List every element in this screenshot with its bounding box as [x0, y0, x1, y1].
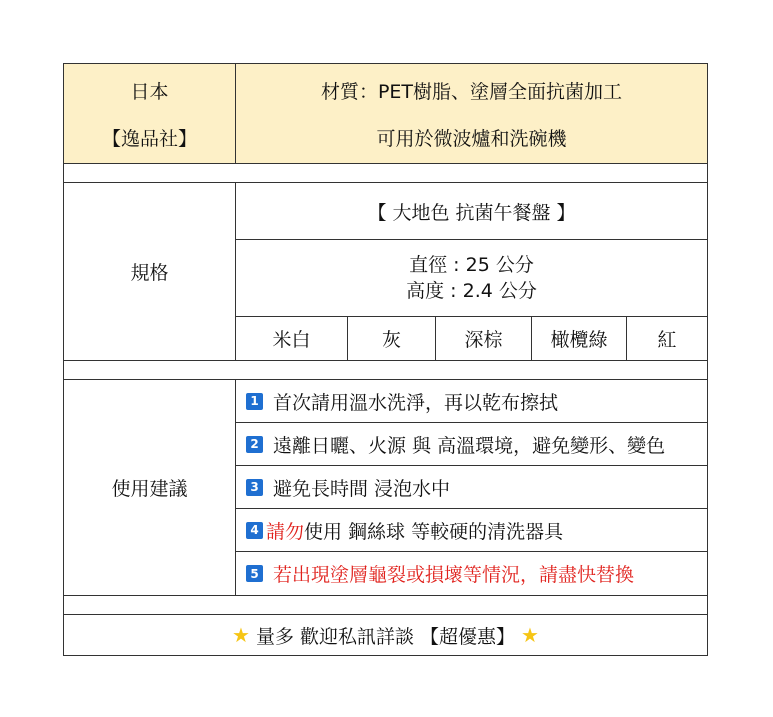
- footer-text: 量多 歡迎私訊詳談 【超優惠】: [255, 625, 516, 648]
- number-4-icon: 4: [246, 522, 263, 539]
- diameter-text: 直徑 : 25 公分: [409, 254, 534, 276]
- spec-sheet: [63, 63, 708, 656]
- origin-text: 日本: [130, 80, 169, 103]
- star-icon: ★: [232, 623, 250, 647]
- number-3-icon: 3: [246, 479, 263, 496]
- color-cell-5: 紅: [626, 316, 708, 361]
- advice-item-1: [235, 379, 708, 423]
- color-cell-1: 米白: [235, 316, 348, 361]
- material-text: 材質：PET樹脂、塗層全面抗菌加工: [320, 80, 623, 103]
- number-2-icon: 2: [246, 436, 263, 453]
- usage-text: 可用於微波爐和洗碗機: [376, 127, 567, 150]
- advice-item-2: [235, 422, 708, 466]
- advice-item-3: [235, 465, 708, 509]
- color-cell-3: 深棕: [435, 316, 532, 361]
- spacer-row: [63, 595, 708, 615]
- product-title: 【 大地色 抗菌午餐盤 】: [235, 182, 708, 240]
- advice-item-4: [235, 508, 708, 552]
- advice-text: 使用 鋼絲球 等較硬的清洗器具: [304, 520, 564, 543]
- dimensions-cell: [235, 239, 708, 317]
- advice-text: 首次請用溫水洗淨，再以乾布擦拭: [273, 391, 559, 414]
- number-5-icon: 5: [246, 565, 263, 582]
- height-text: 高度 : 2.4 公分: [406, 280, 537, 302]
- advice-text: 遠離日曬、火源 與 高溫環境，避免變形、變色: [273, 434, 666, 457]
- advice-text: 避免長時間 浸泡水中: [273, 477, 451, 500]
- advice-label: 使用建議: [63, 379, 236, 596]
- number-1-icon: 1: [246, 393, 263, 410]
- advice-item-5: [235, 551, 708, 596]
- material-cell: [235, 63, 708, 164]
- star-icon: ★: [521, 623, 539, 647]
- advice-text: 若出現塗層龜裂或損壞等情況，請盡快替換: [273, 564, 635, 586]
- spacer-row: [63, 163, 708, 183]
- spacer-row: [63, 360, 708, 380]
- warning-text: 請勿: [266, 520, 305, 543]
- origin-brand-cell: [63, 63, 236, 164]
- brand-text: 【逸品社】: [101, 127, 197, 150]
- specs-label: 規格: [63, 182, 236, 361]
- color-cell-4: 橄欖綠: [531, 316, 627, 361]
- color-cell-2: 灰: [347, 316, 436, 361]
- footer-row: [63, 614, 708, 656]
